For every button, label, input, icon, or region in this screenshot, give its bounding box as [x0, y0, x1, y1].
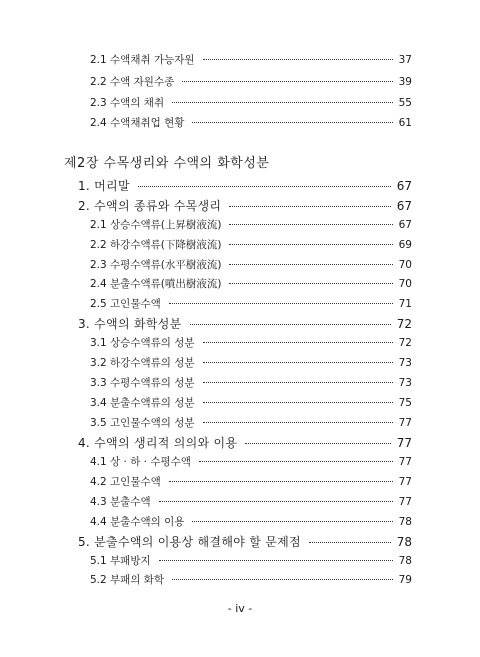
toc-entry — [90, 375, 412, 390]
toc-entry-label: 5.1 부패방지 — [90, 555, 151, 567]
toc-entry — [90, 276, 412, 291]
toc-entry-label: 4.2 고인물수액 — [90, 476, 161, 488]
toc-entry-page: 70 — [398, 278, 412, 290]
leader-dots — [229, 206, 390, 207]
leader-dots — [229, 244, 392, 245]
toc-entry-label: 4.1 상 · 하 · 수평수액 — [90, 456, 191, 468]
toc-entry — [90, 553, 412, 568]
toc-entry-page: 67 — [398, 219, 412, 231]
toc-entry-label: 2.2 수액 자원수종 — [90, 76, 175, 88]
leader-dots — [203, 342, 393, 343]
toc-entry-page: 69 — [398, 239, 412, 251]
toc-section-page: 77 — [396, 436, 412, 450]
toc-section-page: 67 — [396, 179, 412, 193]
leader-dots — [172, 102, 393, 103]
toc-entry — [90, 335, 412, 350]
toc-entry — [90, 95, 412, 110]
leader-dots — [203, 362, 393, 363]
leader-dots — [192, 521, 392, 522]
toc-entry — [90, 415, 412, 430]
toc-entry-label: 3.4 분출수액류의 성분 — [90, 397, 195, 409]
toc-entry-label: 2.3 수평수액류(水平樹液流) — [90, 259, 222, 271]
leader-dots — [192, 122, 392, 123]
toc-entry — [90, 494, 412, 509]
toc-entry-label: 2.1 상승수액류(上昇樹液流) — [90, 219, 222, 231]
leader-dots — [229, 264, 392, 265]
leader-dots — [229, 224, 392, 225]
toc-entry — [90, 395, 412, 410]
toc-entry-label: 2.2 하강수액류(下降樹液流) — [90, 239, 222, 251]
toc-entry-page: 77 — [398, 496, 412, 508]
page-number-footer: - iv - — [227, 602, 253, 615]
leader-dots — [182, 81, 392, 82]
toc-entry-page: 61 — [398, 117, 412, 129]
toc-entry-page: 78 — [398, 555, 412, 567]
toc-entry — [90, 74, 412, 89]
leader-dots — [138, 186, 391, 187]
toc-entry-page: 77 — [398, 456, 412, 468]
leader-dots — [169, 303, 393, 304]
toc-section-label: 1. 머리말 — [78, 179, 130, 193]
leader-dots — [203, 382, 393, 383]
toc-entry-label: 4.4 분출수액의 이용 — [90, 516, 185, 528]
toc-entry-label: 3.3 수평수액류의 성분 — [90, 377, 195, 389]
toc-entry-page: 73 — [398, 377, 412, 389]
toc-entry-label: 2.5 고인물수액 — [90, 298, 161, 310]
toc-entry — [90, 237, 412, 252]
toc-section-label: 5. 분출수액의 이용상 해결해야 할 문제점 — [78, 535, 301, 549]
toc-section-page: 72 — [396, 317, 412, 331]
toc-section-label: 2. 수액의 종류와 수목생리 — [78, 199, 222, 213]
toc-entry-label: 2.4 수액채취업 현황 — [90, 117, 185, 129]
toc-entry-label: 3.2 하강수액류의 성분 — [90, 357, 195, 369]
toc-section — [78, 533, 412, 550]
toc-entry-page: 73 — [398, 357, 412, 369]
toc-entry — [90, 454, 412, 469]
toc-section-label: 3. 수액의 화학성분 — [78, 317, 182, 331]
toc-entry-page: 78 — [398, 516, 412, 528]
leader-dots — [245, 443, 390, 444]
chapter-title: 제2장 수목생리와 수액의 화학성분 — [64, 156, 270, 171]
leader-dots — [159, 560, 393, 561]
toc-section — [78, 434, 412, 451]
leader-dots — [172, 579, 393, 580]
toc-section-label: 4. 수액의 생리적 의의와 이용 — [78, 436, 238, 450]
toc-entry-page: 37 — [398, 54, 412, 66]
toc-entry — [90, 514, 412, 529]
toc-section — [78, 197, 412, 214]
toc-entry-page: 39 — [398, 76, 412, 88]
toc-entry-page: 70 — [398, 259, 412, 271]
toc-entry — [90, 115, 412, 130]
leader-dots — [199, 461, 393, 462]
toc-section-page: 67 — [396, 199, 412, 213]
toc-entry-label: 5.2 부패의 화학 — [90, 574, 165, 586]
toc-entry-page: 72 — [398, 337, 412, 349]
toc-entry-page: 77 — [398, 476, 412, 488]
toc-entry-page: 71 — [398, 298, 412, 310]
toc-entry-label: 2.1 수액채취 가능자원 — [90, 54, 195, 66]
toc-entry-page: 75 — [398, 397, 412, 409]
toc-entry — [90, 217, 412, 232]
toc-entry-page: 55 — [398, 97, 412, 109]
leader-dots — [203, 402, 393, 403]
toc-entry-label: 4.3 분출수액 — [90, 496, 151, 508]
leader-dots — [309, 542, 391, 543]
leader-dots — [203, 422, 393, 423]
toc-entry-label: 2.4 분출수액류(噴出樹液流) — [90, 278, 222, 290]
leader-dots — [229, 283, 392, 284]
leader-dots — [190, 324, 391, 325]
toc-entry — [90, 474, 412, 489]
toc-entry-label: 3.5 고인물수액의 성분 — [90, 417, 195, 429]
leader-dots — [159, 501, 393, 502]
leader-dots — [203, 59, 393, 60]
toc-entry — [90, 572, 412, 587]
toc-entry — [90, 257, 412, 272]
toc-entry-label: 2.3 수액의 채취 — [90, 97, 165, 109]
toc-entry-page: 79 — [398, 574, 412, 586]
toc-entry-label: 3.1 상승수액류의 성분 — [90, 337, 195, 349]
toc-entry — [90, 296, 412, 311]
toc-section-page: 78 — [396, 535, 412, 549]
toc-section — [78, 315, 412, 332]
toc-entry — [90, 355, 412, 370]
toc-entry — [90, 52, 412, 67]
toc-section — [78, 177, 412, 194]
leader-dots — [169, 481, 393, 482]
toc-entry-page: 77 — [398, 417, 412, 429]
